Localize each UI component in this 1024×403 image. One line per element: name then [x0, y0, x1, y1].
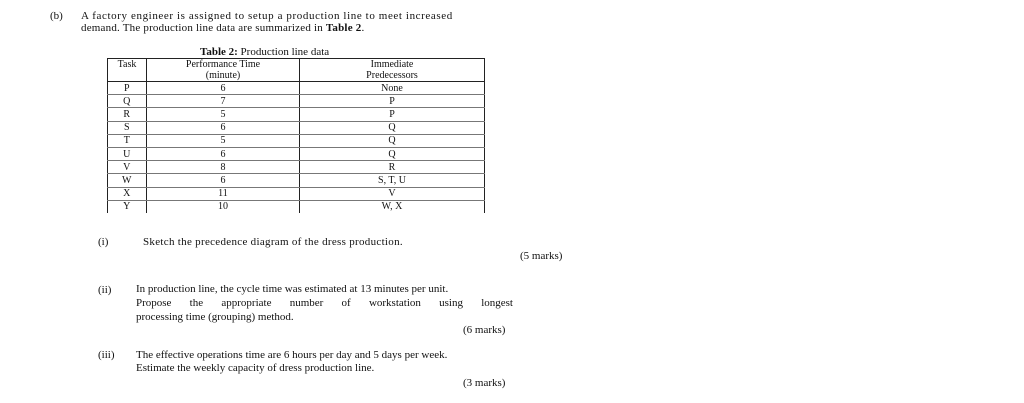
- production-line-table: [107, 58, 485, 213]
- cell-predecessors: Q: [300, 147, 485, 160]
- table-caption: [200, 46, 329, 58]
- cell-predecessors: V: [300, 187, 485, 200]
- table-row: [108, 174, 485, 187]
- cell-task: X: [108, 187, 147, 200]
- table-row: [108, 200, 485, 213]
- cell-time: 5: [147, 108, 300, 121]
- table-row: [108, 147, 485, 160]
- cell-task: S: [108, 121, 147, 134]
- cell-task: Q: [108, 95, 147, 108]
- cell-predecessors: P: [300, 95, 485, 108]
- cell-time: 5: [147, 134, 300, 147]
- cell-time: 11: [147, 187, 300, 200]
- header-predecessors-l2: Predecessors: [366, 70, 418, 81]
- cell-task: P: [108, 82, 147, 95]
- part-i-number: (i): [98, 236, 109, 248]
- part-iii-number: (iii): [98, 349, 115, 361]
- cell-time: 6: [147, 147, 300, 160]
- table-row: [108, 108, 485, 121]
- table-row: [108, 187, 485, 200]
- part-ii-number: (ii): [98, 284, 112, 296]
- question-text-line2-suffix: .: [361, 22, 365, 34]
- cell-time: 6: [147, 121, 300, 134]
- part-ii-text-line2: Propose the appropriate number of workstation using longest: [136, 297, 513, 309]
- part-iii-text-line1: The effective operations time are 6 hours per day and 5 days per week.: [136, 349, 448, 361]
- cell-task: V: [108, 161, 147, 174]
- part-ii-text-line3: processing time (grouping) method.: [136, 311, 294, 323]
- header-performance-time: [147, 59, 300, 82]
- part-i-text: Sketch the precedence diagram of the dress production.: [143, 236, 403, 248]
- table-header-row: [108, 59, 485, 82]
- header-task: Task: [108, 59, 147, 82]
- cell-time: 6: [147, 174, 300, 187]
- question-text-line2-prefix: demand. The production line data are summarized in: [81, 22, 326, 34]
- cell-time: 7: [147, 95, 300, 108]
- header-predecessors: [300, 59, 485, 82]
- cell-predecessors: Q: [300, 134, 485, 147]
- cell-task: W: [108, 174, 147, 187]
- cell-predecessors: None: [300, 82, 485, 95]
- table-row: [108, 95, 485, 108]
- cell-predecessors: S, T, U: [300, 174, 485, 187]
- part-ii-text-line1: In production line, the cycle time was estimated at 13 minutes per unit.: [136, 283, 449, 295]
- part-ii-marks: (6 marks): [463, 324, 506, 336]
- question-label: (b): [50, 10, 63, 22]
- table-caption-title: Production line data: [237, 46, 330, 58]
- table-caption-label: Table 2:: [200, 46, 238, 58]
- question-text-line2: [81, 22, 364, 34]
- table-reference: Table 2: [325, 22, 362, 34]
- cell-time: 8: [147, 161, 300, 174]
- table-row: [108, 121, 485, 134]
- cell-predecessors: P: [300, 108, 485, 121]
- cell-predecessors: Q: [300, 121, 485, 134]
- cell-predecessors: W, X: [300, 200, 485, 213]
- part-i-marks: (5 marks): [520, 250, 563, 262]
- table-row: [108, 134, 485, 147]
- question-text-line1: A factory engineer is assigned to setup a production line to meet increased: [81, 10, 453, 22]
- cell-time: 10: [147, 200, 300, 213]
- part-iii-text-line2: Estimate the weekly capacity of dress production line.: [136, 362, 375, 374]
- table-row: [108, 82, 485, 95]
- cell-task: T: [108, 134, 147, 147]
- header-predecessors-l1: Immediate: [370, 59, 414, 70]
- cell-task: R: [108, 108, 147, 121]
- table-row: [108, 161, 485, 174]
- cell-task: U: [108, 147, 147, 160]
- cell-predecessors: R: [300, 161, 485, 174]
- cell-task: Y: [108, 200, 147, 213]
- part-iii-marks: (3 marks): [463, 377, 506, 389]
- header-performance-time-l2: (minute): [205, 70, 241, 81]
- header-performance-time-l1: Performance Time: [185, 59, 261, 70]
- cell-time: 6: [147, 82, 300, 95]
